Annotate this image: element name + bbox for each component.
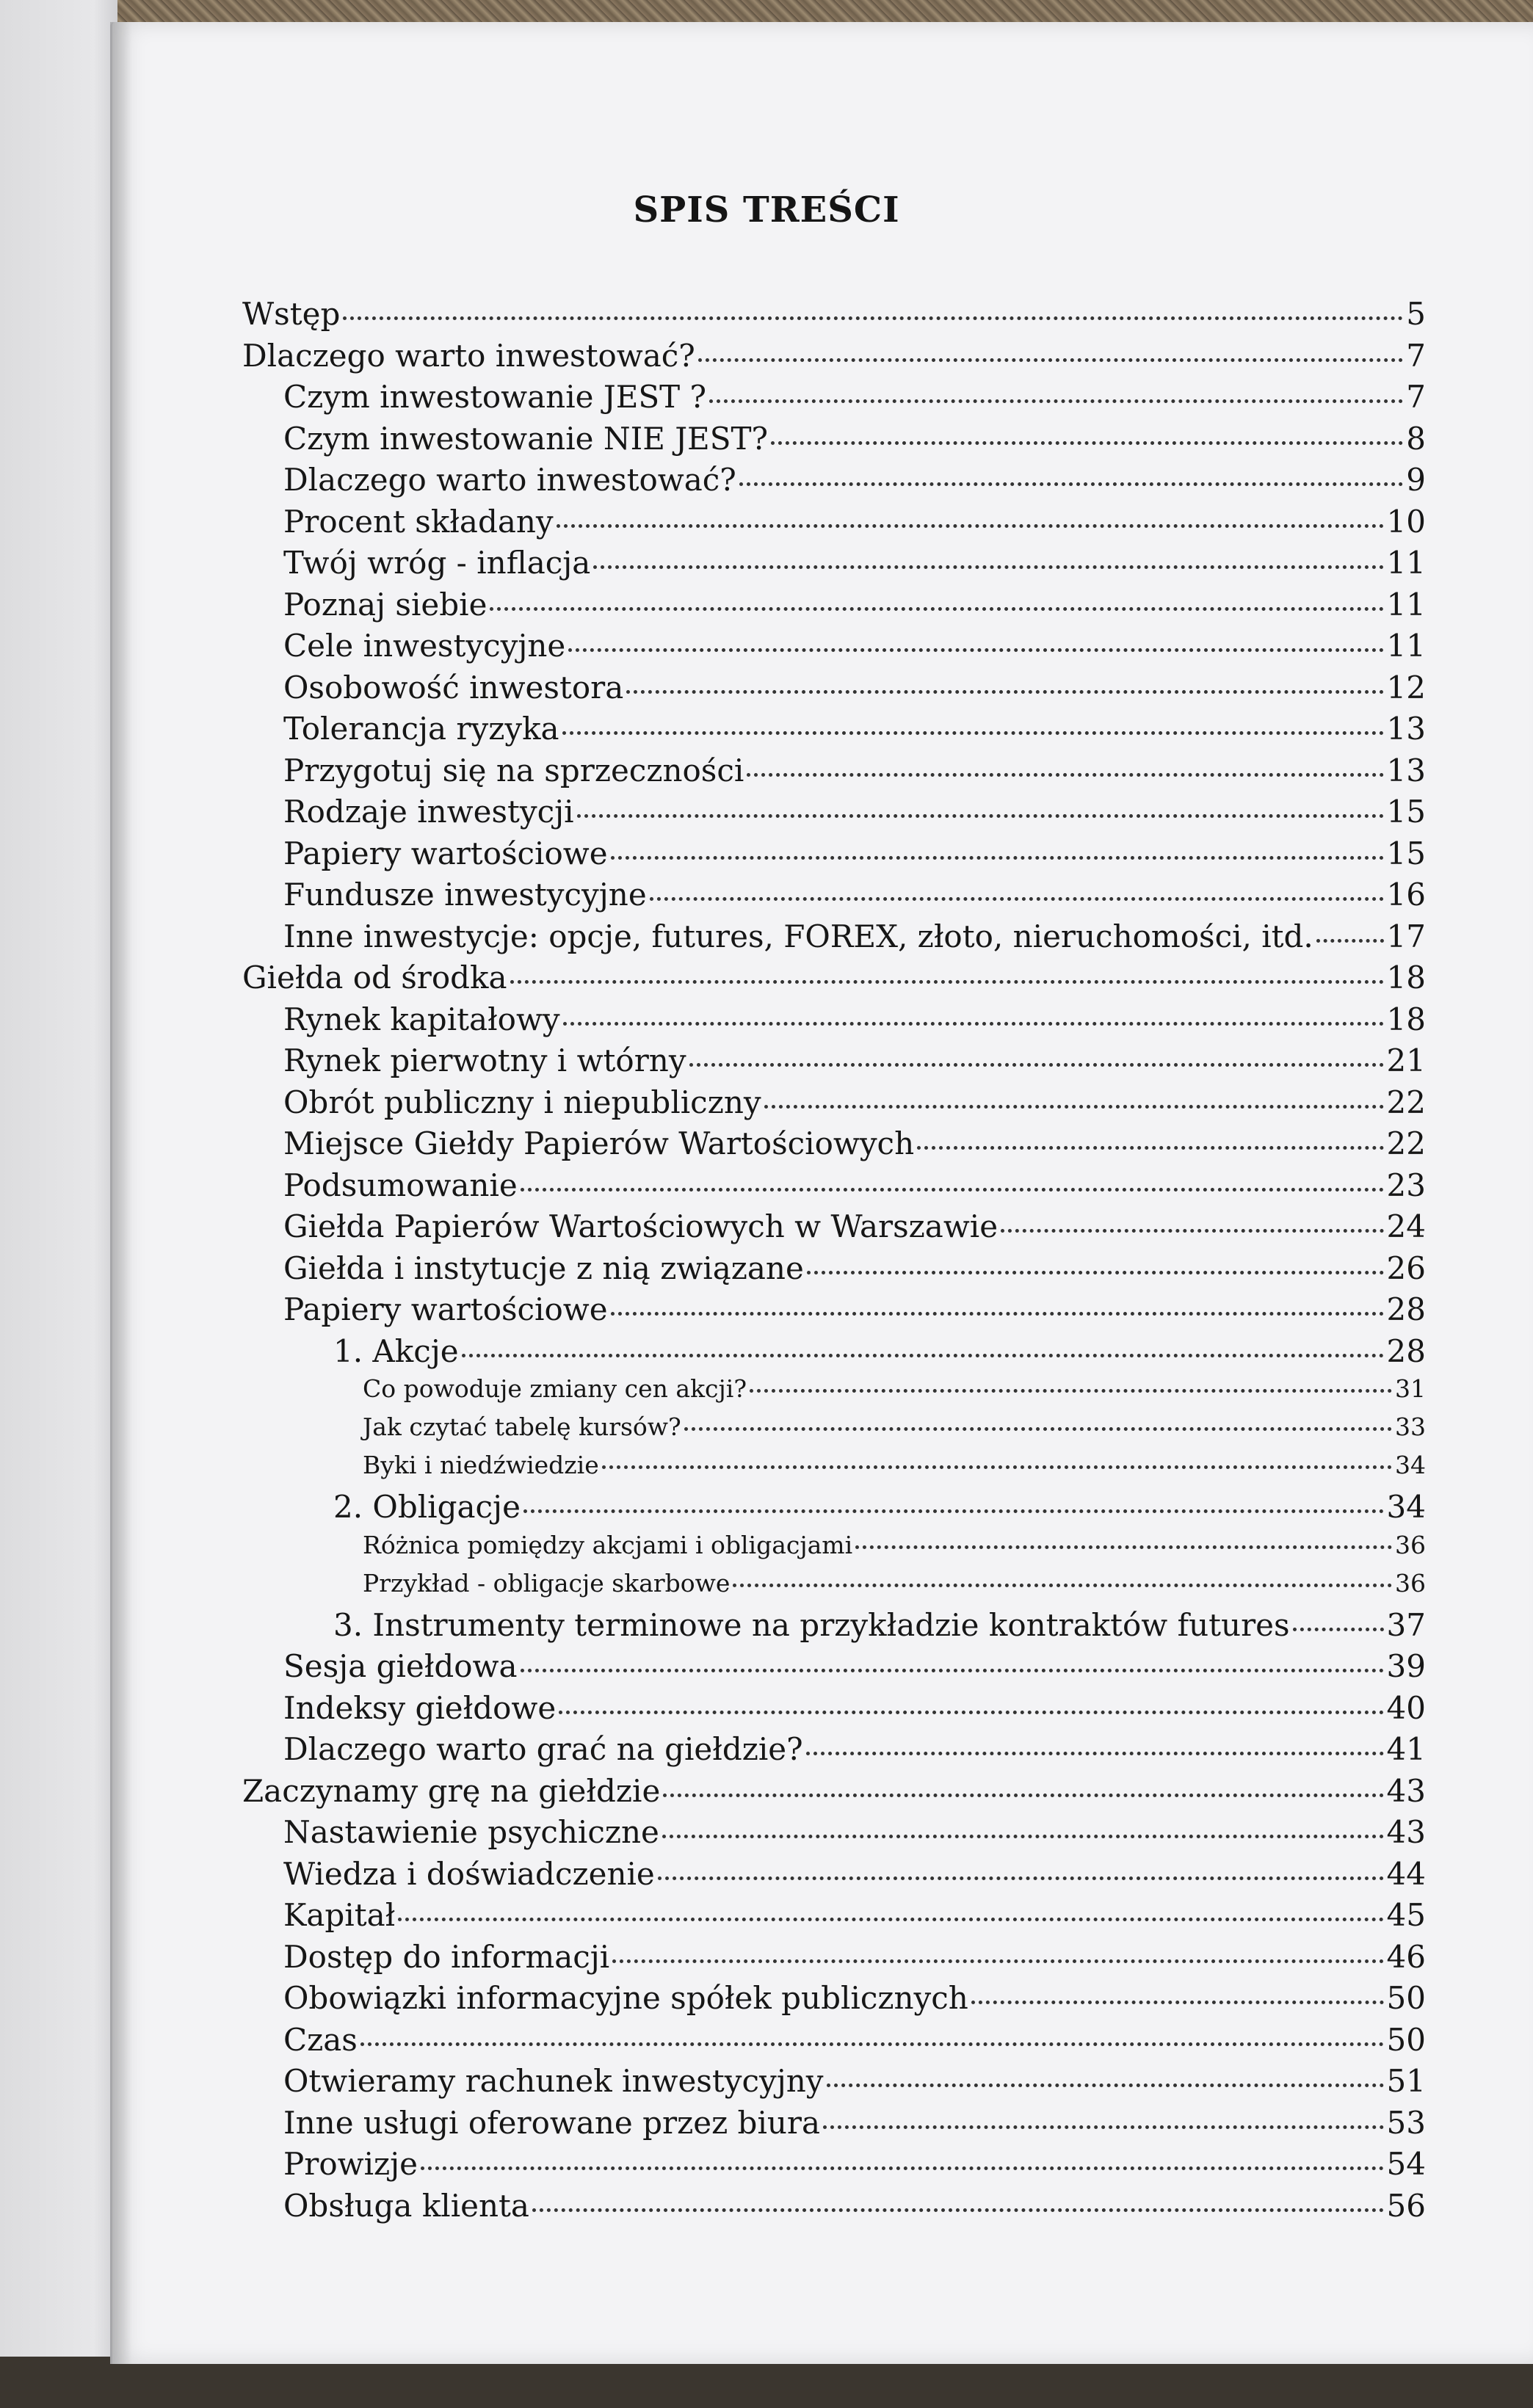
toc-entry (242, 1489, 1426, 1531)
toc-dot-leader (698, 358, 1403, 362)
toc-dot-leader (750, 1389, 1392, 1393)
toc-dot-leader (577, 814, 1384, 818)
toc-entry (242, 2063, 1426, 2105)
toc-dot-leader (855, 1545, 1392, 1549)
toc-dot-leader (650, 897, 1384, 901)
toc-entry (242, 960, 1426, 1001)
toc-entry (242, 711, 1426, 752)
toc-entry (242, 1291, 1426, 1333)
toc-dot-leader (663, 1794, 1383, 1797)
toc-entry-page-number: 15 (1386, 794, 1426, 830)
toc-entry-title: Procent składany (283, 503, 554, 540)
toc-dot-leader (523, 1509, 1384, 1513)
toc-entry-title: Papiery wartościowe (283, 1291, 608, 1327)
toc-dot-leader (739, 482, 1403, 486)
toc-entry (242, 1250, 1426, 1292)
toc-entry (242, 421, 1426, 463)
toc-entry-title: Twój wróg - inflacja (283, 545, 591, 581)
toc-entry-title: 2. Obligacje (333, 1489, 521, 1525)
toc-dot-leader (612, 1959, 1383, 1963)
toc-dot-leader (563, 1022, 1384, 1026)
toc-dot-leader (747, 773, 1383, 777)
toc-entry-page-number: 9 (1406, 462, 1426, 498)
toc-dot-leader (521, 1669, 1384, 1672)
toc-entry-page-number: 36 (1395, 1530, 1426, 1559)
toc-dot-leader (689, 1063, 1384, 1067)
toc-entry-page-number: 7 (1406, 379, 1426, 415)
toc-entry-page-number: 33 (1395, 1412, 1426, 1441)
toc-entry (242, 1690, 1426, 1732)
toc-dot-leader (764, 1105, 1384, 1109)
toc-entry-title: Obowiązki informacyjne spółek publicznych (283, 1980, 968, 2016)
toc-entry-page-number: 28 (1386, 1332, 1426, 1369)
toc-entry-title: Zaczynamy grę na giełdzie (242, 1772, 661, 1809)
toc-entry-title: Przygotuj się na sprzeczności (283, 752, 744, 788)
toc-dot-leader (593, 565, 1383, 569)
toc-entry-page-number: 26 (1386, 1250, 1426, 1286)
toc-entry-page-number: 10 (1386, 503, 1426, 540)
toc-entry-page-number: 18 (1386, 1001, 1426, 1037)
toc-dot-leader (823, 2125, 1384, 2129)
toc-entry (242, 1125, 1426, 1167)
toc-entry (242, 835, 1426, 877)
toc-entry-title: Inne inwestycje: opcje, futures, FOREX, złoto, nieruchomości, itd. (283, 918, 1313, 954)
toc-entry-page-number: 44 (1386, 1855, 1426, 1892)
toc-dot-leader (827, 2084, 1384, 2087)
toc-entry-title: Rynek kapitałowy (283, 1001, 560, 1037)
toc-entry (242, 1897, 1426, 1939)
toc-entry-page-number: 22 (1386, 1084, 1426, 1120)
toc-entry (242, 1167, 1426, 1209)
toc-dot-leader (490, 607, 1383, 611)
toc-entry-title: Przykład - obligacje skarbowe (363, 1568, 731, 1598)
toc-dot-leader (1293, 1628, 1384, 1631)
toc-entry-page-number: 50 (1386, 1980, 1426, 2016)
toc-entry (242, 628, 1426, 670)
toc-entry-title: Giełda Papierów Wartościowych w Warszawie (283, 1208, 999, 1244)
toc-dot-leader (521, 1188, 1384, 1192)
toc-dot-leader (709, 399, 1403, 403)
toc-entry-page-number: 31 (1395, 1374, 1426, 1403)
toc-entry-page-number: 50 (1386, 2021, 1426, 2058)
toc-entry-page-number: 54 (1386, 2146, 1426, 2182)
toc-entry-page-number: 5 (1406, 296, 1426, 332)
toc-entry-page-number: 12 (1386, 669, 1426, 706)
table-of-contents (242, 296, 1426, 2229)
toc-dot-leader (733, 1584, 1392, 1587)
toc-entry-page-number: 11 (1386, 545, 1426, 581)
toc-dot-leader (658, 1876, 1384, 1880)
toc-dot-leader (626, 690, 1383, 694)
toc-dot-leader (611, 856, 1384, 860)
toc-entry-title: Inne usługi oferowane przez biura (283, 2104, 821, 2141)
toc-entry-page-number: 53 (1386, 2104, 1426, 2141)
toc-entry-title: Czas (283, 2021, 358, 2058)
toc-entry-title: Dlaczego warto inwestować? (283, 462, 736, 498)
toc-entry-title: Czym inwestowanie JEST ? (283, 379, 707, 415)
toc-entry (242, 462, 1426, 504)
toc-entry-page-number: 13 (1386, 711, 1426, 747)
toc-entry (242, 1980, 1426, 2022)
page-gutter-shadow (110, 22, 132, 2364)
toc-entry-title: Giełda i instytucje z nią związane (283, 1250, 804, 1286)
toc-entry-title: Podsumowanie (283, 1167, 518, 1203)
toc-entry-title: Rodzaje inwestycji (283, 794, 574, 830)
toc-entry (242, 379, 1426, 421)
toc-entry-page-number: 22 (1386, 1125, 1426, 1161)
toc-entry-page-number: 13 (1386, 752, 1426, 788)
toc-entry-title: Osobowość inwestora (283, 669, 624, 706)
toc-entry-page-number: 36 (1395, 1568, 1426, 1598)
toc-entry-title: Otwieramy rachunek inwestycyjny (283, 2063, 824, 2099)
toc-entry (242, 794, 1426, 835)
toc-entry (242, 2022, 1426, 2064)
toc-dot-leader (807, 1271, 1384, 1274)
toc-entry-title: 1. Akcje (333, 1332, 459, 1369)
toc-entry-title: Prowizje (283, 2146, 418, 2182)
toc-entry-title: Obrót publiczny i niepubliczny (283, 1084, 761, 1120)
toc-entry (242, 1412, 1426, 1451)
toc-dot-leader (771, 441, 1403, 445)
toc-entry-page-number: 24 (1386, 1208, 1426, 1244)
toc-entry (242, 545, 1426, 587)
toc-entry-page-number: 15 (1386, 835, 1426, 871)
toc-entry-page-number: 56 (1386, 2187, 1426, 2224)
toc-entry (242, 504, 1426, 545)
toc-entry (242, 752, 1426, 794)
toc-entry-page-number: 18 (1386, 960, 1426, 996)
toc-entry-title: Obsługa klienta (283, 2187, 529, 2224)
toc-entry-page-number: 28 (1386, 1291, 1426, 1327)
toc-dot-leader (398, 1918, 1383, 1921)
toc-entry-page-number: 7 (1406, 337, 1426, 374)
toc-entry-title: Dlaczego warto inwestować? (242, 337, 695, 374)
toc-entry-title: Papiery wartościowe (283, 835, 608, 871)
toc-entry-title: Indeksy giełdowe (283, 1689, 557, 1726)
toc-dot-leader (806, 1752, 1384, 1755)
toc-dot-leader (684, 1427, 1392, 1431)
toc-entry-title: Wstęp (242, 296, 341, 332)
toc-entry-title: Cele inwestycyjne (283, 628, 566, 664)
toc-entry-title: Poznaj siebie (283, 586, 488, 623)
toc-entry-title: Wiedza i doświadczenie (283, 1855, 655, 1892)
page-title: SPIS TREŚCI (633, 189, 900, 231)
toc-entry-page-number: 43 (1386, 1772, 1426, 1809)
toc-entry (242, 587, 1426, 628)
toc-entry-title: Rynek pierwotny i wtórny (283, 1042, 686, 1078)
toc-entry-title: Różnica pomiędzy akcjami i obligacjami (363, 1530, 853, 1559)
toc-entry (242, 1084, 1426, 1126)
toc-entry-title: Kapitał (283, 1897, 396, 1933)
toc-entry-page-number: 43 (1386, 1814, 1426, 1850)
toc-entry-page-number: 34 (1386, 1489, 1426, 1525)
toc-entry (242, 2188, 1426, 2230)
toc-entry (242, 1208, 1426, 1250)
toc-entry (242, 670, 1426, 711)
toc-entry (242, 338, 1426, 380)
toc-entry (242, 1731, 1426, 1773)
toc-entry (242, 1607, 1426, 1649)
toc-entry-title: Dlaczego warto grać na giełdzie? (283, 1731, 803, 1767)
toc-entry (242, 1648, 1426, 1690)
toc-dot-leader (360, 2042, 1384, 2046)
toc-dot-leader (421, 2166, 1384, 2170)
toc-entry-page-number: 17 (1386, 918, 1426, 954)
toc-entry (242, 1001, 1426, 1043)
toc-dot-leader (917, 1146, 1383, 1150)
toc-dot-leader (971, 2001, 1384, 2004)
toc-entry-page-number: 46 (1386, 1938, 1426, 1975)
toc-entry-page-number: 16 (1386, 877, 1426, 913)
toc-dot-leader (462, 1354, 1384, 1357)
toc-dot-leader (611, 1312, 1384, 1316)
toc-entry-title: Miejsce Giełdy Papierów Wartościowych (283, 1125, 915, 1161)
toc-entry-page-number: 8 (1406, 420, 1426, 457)
toc-dot-leader (1001, 1229, 1383, 1233)
toc-entry-page-number: 39 (1386, 1648, 1426, 1684)
toc-entry (242, 1374, 1426, 1412)
toc-entry (242, 877, 1426, 918)
toc-dot-leader (532, 2208, 1384, 2212)
toc-dot-leader (1316, 939, 1384, 943)
toc-entry (242, 296, 1426, 338)
toc-entry-title: Dostęp do informacji (283, 1938, 610, 1975)
toc-dot-leader (557, 524, 1384, 528)
toc-entry-title: Nastawienie psychiczne (283, 1814, 659, 1850)
toc-entry-page-number: 45 (1386, 1897, 1426, 1933)
toc-entry (242, 918, 1426, 960)
toc-entry-page-number: 40 (1386, 1689, 1426, 1726)
toc-entry-page-number: 41 (1386, 1731, 1426, 1767)
toc-entry-title: Tolerancja ryzyka (283, 711, 559, 747)
toc-dot-leader (510, 980, 1384, 984)
toc-entry-page-number: 21 (1386, 1042, 1426, 1078)
book-cover-bottom-edge (0, 2357, 1533, 2408)
toc-entry-page-number: 11 (1386, 586, 1426, 623)
toc-dot-leader (602, 1465, 1392, 1469)
toc-entry-page-number: 37 (1386, 1606, 1426, 1643)
toc-dot-leader (343, 316, 1403, 320)
toc-dot-leader (568, 648, 1383, 652)
toc-entry-title: Byki i niedźwiedzie (363, 1451, 599, 1479)
toc-entry-title: Sesja giełdowa (283, 1648, 518, 1684)
toc-entry-title: Co powoduje zmiany cen akcji? (363, 1374, 747, 1403)
toc-entry (242, 1814, 1426, 1856)
toc-dot-leader (562, 731, 1384, 735)
toc-entry (242, 1773, 1426, 1815)
toc-entry-page-number: 51 (1386, 2063, 1426, 2099)
toc-entry-page-number: 23 (1386, 1167, 1426, 1203)
toc-entry-title: 3. Instrumenty terminowe na przykładzie kontraktów futures (333, 1606, 1290, 1643)
toc-entry (242, 2146, 1426, 2188)
toc-entry (242, 1451, 1426, 1489)
toc-entry (242, 1569, 1426, 1607)
toc-entry-title: Jak czytać tabelę kursów? (363, 1412, 681, 1441)
toc-entry-title: Fundusze inwestycyjne (283, 877, 647, 913)
toc-entry (242, 1042, 1426, 1084)
toc-entry-page-number: 11 (1386, 628, 1426, 664)
toc-dot-leader (662, 1835, 1384, 1838)
toc-entry-title: Czym inwestowanie NIE JEST? (283, 420, 769, 457)
toc-entry (242, 1939, 1426, 1981)
toc-entry (242, 2105, 1426, 2147)
toc-entry (242, 1531, 1426, 1569)
toc-entry (242, 1856, 1426, 1898)
toc-dot-leader (559, 1711, 1383, 1714)
toc-entry-page-number: 34 (1395, 1451, 1426, 1479)
left-page-edge (0, 0, 117, 2364)
toc-entry-title: Giełda od środka (242, 960, 507, 996)
toc-entry (242, 1333, 1426, 1375)
